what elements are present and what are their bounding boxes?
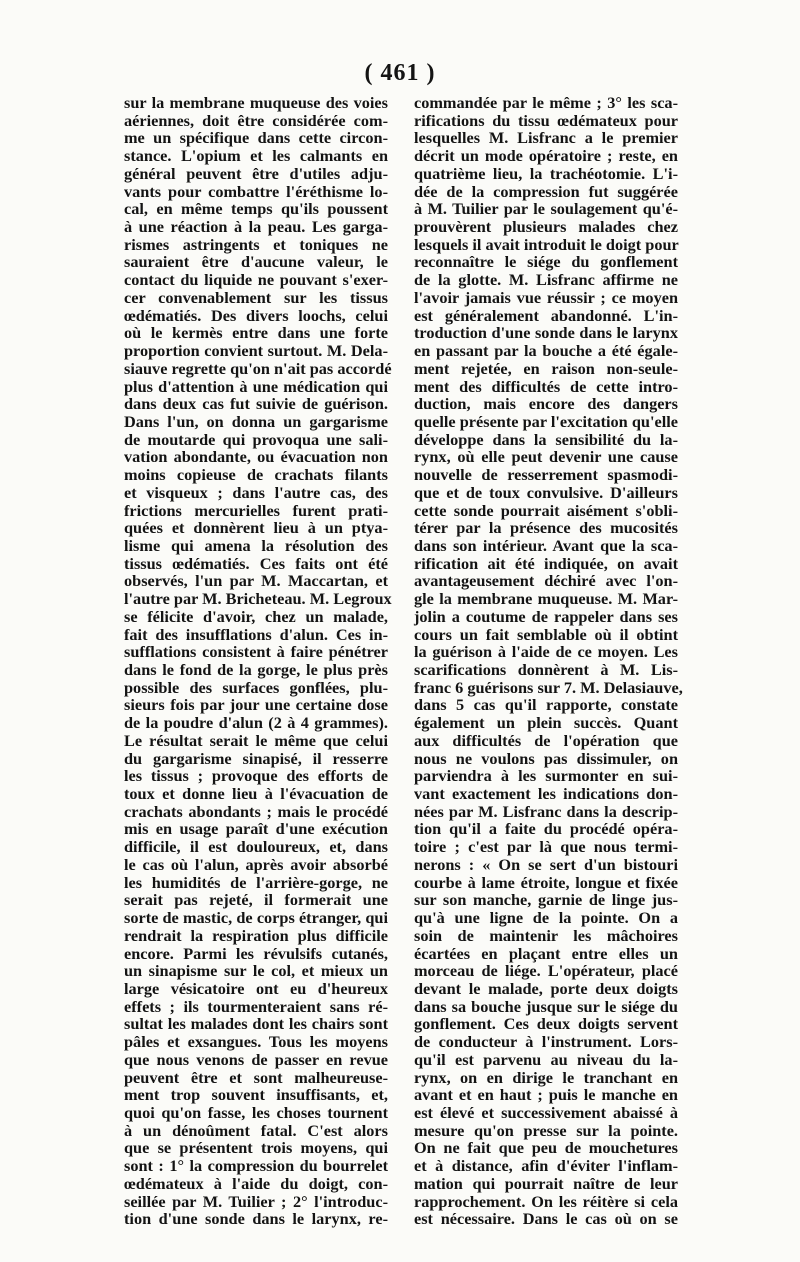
text-line: Dans l'un, on donna un gargarisme	[124, 411, 388, 431]
text-line: tissus œdématiés. Ces faits ont été	[124, 553, 388, 573]
text-line: toux et donne lieu à l'évacuation de	[124, 784, 388, 804]
text-line: nouvelle de resserrement spasmodi-	[414, 465, 678, 485]
text-line: ment rejetée, en raison non-seule-	[414, 358, 678, 378]
text-line: dans le fond de la gorge, le plus près	[124, 660, 388, 679]
text-line: général peuvent être d'utiles adju-	[124, 163, 388, 183]
text-line: gle la membrane muqueuse. M. Mar-	[414, 589, 678, 609]
text-line: contact du liquide ne pouvant s'exer-	[124, 270, 388, 290]
text-line: sorte de mastic, de corps étranger, qui	[124, 908, 388, 928]
text-line: jolin a coutume de rappeler dans ses	[414, 606, 678, 626]
text-line: rifications du tissu œdémateux pour	[414, 110, 678, 130]
text-line: de la poudre d'alun (2 à 4 grammes).	[124, 713, 388, 733]
text-line: cours un fait semblable où il obtint	[414, 624, 678, 644]
text-line: de moutarde qui provoqua une sali-	[124, 429, 388, 449]
text-line: reconnaître le siége du gonflement	[414, 252, 678, 272]
text-line: avant et en haut ; puis le manche en	[414, 1085, 678, 1105]
text-line: sauraient être d'aucune valeur, le	[124, 252, 388, 272]
text-line: possible des surfaces gonflées, plu-	[124, 677, 388, 697]
text-line: vants pour combattre l'éréthisme lo-	[124, 181, 388, 201]
text-line: prouvèrent plusieurs malades chez	[414, 217, 678, 237]
text-line: œdématiés. Des divers loochs, celui	[124, 305, 388, 325]
text-line: lisme qui amena la résolution des	[124, 535, 388, 555]
text-line: mation qui pourrait naître de leur	[414, 1173, 678, 1193]
text-line: quoi qu'on fasse, les choses tournent	[124, 1102, 388, 1122]
text-line: me un spécifique dans cette circon-	[124, 128, 388, 148]
text-line: à M. Tuilier par le soulagement qu'é-	[414, 199, 678, 219]
text-line: cal, en même temps qu'ils poussent	[124, 199, 388, 219]
text-line: ment trop souvent insuffisants, et,	[124, 1085, 388, 1105]
text-line: plus d'attention à une médication qui	[124, 376, 388, 396]
text-line: quatrième lieu, la trachéotomie. L'i-	[414, 163, 678, 183]
text-line: serait pas rejeté, il formerait une	[124, 890, 388, 910]
text-line: qu'à une ligne de la pointe. On a	[414, 908, 678, 928]
text-line: toire ; c'est par là que nous termi-	[414, 837, 678, 857]
text-line: difficile, il est douloureux, et, dans	[124, 837, 388, 857]
text-line: cer convenablement sur les tissus	[124, 287, 388, 307]
text-line: œdémateux à l'aide du doigt, con-	[124, 1173, 388, 1193]
text-line: On ne fait que peu de mouchetures	[414, 1138, 678, 1158]
text-line: dans sa bouche jusque sur le siége du	[414, 996, 678, 1016]
text-line: nerons : « On se sert d'un bistouri	[414, 854, 678, 874]
text-line: tion qu'il a faite du procédé opéra-	[414, 819, 678, 839]
text-line: sur la membrane muqueuse des voies	[124, 93, 388, 112]
text-line: et à distance, afin d'éviter l'inflam-	[414, 1156, 678, 1176]
text-line: siauve regrette qu'on n'ait pas accordé	[124, 358, 392, 378]
text-line: un sinapisme sur le col, et mieux un	[124, 961, 388, 981]
text-line: parviendra à les surmonter en sui-	[414, 766, 678, 786]
text-line: tion d'une sonde dans le larynx, re-	[124, 1209, 388, 1229]
text-line: sufflations consistent à faire pénétrer	[124, 642, 388, 662]
text-line: aux difficultés de l'opération que	[414, 730, 678, 750]
text-line: que se présentent trois moyens, qui	[124, 1138, 388, 1158]
text-line: Le résultat serait le même que celui	[124, 730, 388, 750]
text-line: proportion convient surtout. M. Dela-	[124, 341, 388, 361]
text-line: dans son intérieur. Avant que la sca-	[414, 535, 678, 555]
text-line: pâles et exsangues. Tous les moyens	[124, 1032, 388, 1052]
text-line: ment des difficultés de cette intro-	[414, 376, 678, 396]
text-line: sont : 1° la compression du bourrelet	[124, 1156, 388, 1176]
text-line: est élevé et successivement abaissé à	[414, 1102, 678, 1122]
text-line: est nécessaire. Dans le cas où on se	[414, 1209, 678, 1229]
text-line: rendrait la respiration plus difficile	[124, 925, 388, 945]
text-line: rismes astringents et toniques ne	[124, 234, 388, 254]
text-line: le cas où l'alun, après avoir absorbé	[124, 854, 388, 874]
text-line: rification ait été indiquée, on avait	[414, 553, 678, 573]
text-line: également un plein succès. Quant	[414, 713, 678, 733]
text-line: en passant par la bouche a été égale-	[414, 341, 678, 361]
text-line: troduction d'une sonde dans le larynx	[414, 323, 678, 343]
text-line: observés, l'un par M. Maccartan, et	[124, 571, 388, 591]
text-line: sieurs fois par jour une certaine dose	[124, 695, 388, 715]
text-line: nées par M. Lisfranc dans la descrip-	[414, 801, 678, 821]
text-line: mis en usage paraît d'une exécution	[124, 819, 388, 839]
text-line: gonflement. Ces deux doigts servent	[414, 1014, 678, 1034]
text-line: vation abondante, ou évacuation non	[124, 447, 388, 467]
text-line: crachats abondants ; mais le procédé	[124, 801, 388, 821]
text-line: franc 6 guérisons sur 7. M. Delasiauve,	[414, 677, 683, 697]
text-line: la guérison à l'aide de ce moyen. Les	[414, 642, 678, 662]
text-line: frictions mercurielles furent prati-	[124, 500, 388, 520]
text-line: de conducteur à l'instrument. Lors-	[414, 1032, 678, 1052]
text-line: effets ; ils tourmenteraient sans ré-	[124, 996, 388, 1016]
text-line: devant le malade, porte deux doigts	[414, 978, 678, 998]
text-line: et visqueux ; dans l'autre cas, des	[124, 482, 388, 502]
text-line: rynx, où elle peut devenir une cause	[414, 447, 678, 467]
text-line: à un dénoûment fatal. C'est alors	[124, 1120, 388, 1140]
text-line: vant exactement les indications don-	[414, 784, 678, 804]
text-line: où le kermès entre dans une forte	[124, 323, 388, 343]
text-line: cette sonde pourrait aisément s'obli-	[414, 500, 678, 520]
text-line: encore. Parmi les révulsifs cutanés,	[124, 943, 388, 963]
text-line: aériennes, doit être considérée com-	[124, 110, 388, 130]
text-line: décrit un mode opératoire ; reste, en	[414, 146, 678, 166]
text-line: morceau de liége. L'opérateur, placé	[414, 961, 678, 981]
text-line: les humidités de l'arrière-gorge, ne	[124, 872, 388, 892]
text-column-left	[124, 93, 392, 1229]
text-line: est généralement abandonné. L'in-	[414, 305, 678, 325]
text-line: se félicite d'avoir, chez un malade,	[124, 606, 388, 626]
text-line: lesquelles M. Lisfranc a le premier	[414, 128, 678, 148]
text-line: soin de maintenir les mâchoires	[414, 925, 678, 945]
text-line: lesquels il avait introduit le doigt pour	[414, 234, 679, 254]
text-line: fait des insufflations d'alun. Ces in-	[124, 624, 388, 644]
text-line: qu'il est parvenu au niveau du la-	[414, 1049, 678, 1069]
text-line: quées et donnèrent lieu à un ptya-	[124, 518, 388, 538]
text-line: sur son manche, garnie de linge jus-	[414, 890, 678, 910]
text-line: rynx, on en dirige le tranchant en	[414, 1067, 678, 1087]
text-line: développe dans la sensibilité du la-	[414, 429, 678, 449]
text-line: que nous venons de passer en revue	[124, 1049, 388, 1069]
text-line: à une réaction à la peau. Les garga-	[124, 217, 388, 237]
text-line: que et de toux convulsive. D'ailleurs	[414, 482, 678, 502]
text-line: scarifications donnèrent à M. Lis-	[414, 660, 678, 679]
text-line: les tissus ; provoque des efforts de	[124, 766, 388, 786]
text-line: l'autre par M. Bricheteau. M. Legroux	[124, 589, 392, 609]
text-line: dée de la compression fut suggérée	[414, 181, 678, 201]
text-line: sultat les malades dont les chairs sont	[124, 1014, 388, 1034]
text-line: courbe à lame étroite, longue et fixée	[414, 872, 678, 892]
text-line: l'avoir jamais vue réussir ; ce moyen	[414, 287, 678, 307]
text-line: moins copieuse de crachats filants	[124, 465, 388, 485]
text-line: mesure qu'on presse sur la pointe.	[414, 1120, 678, 1140]
text-line: quelle présente par l'excitation qu'elle	[414, 411, 678, 431]
text-line: du gargarisme sinapisé, il resserre	[124, 748, 388, 768]
text-line: peuvent être et sont malheureuse-	[124, 1067, 388, 1087]
page-number: ( 461 )	[364, 60, 436, 86]
text-line: avantageusement déchiré avec l'on-	[414, 571, 678, 591]
text-line: rapprochement. On les réitère si cela	[414, 1191, 678, 1211]
text-line: commandée par le même ; 3° les sca-	[414, 93, 678, 112]
text-line: seillée par M. Tuilier ; 2° l'introduc-	[124, 1191, 388, 1211]
text-line: dans 5 cas qu'il rapporte, constate	[414, 695, 678, 715]
text-line: duction, mais encore des dangers	[414, 394, 678, 414]
text-line: de la glotte. M. Lisfranc affirme ne	[414, 270, 678, 290]
text-line: large vésicatoire ont eu d'heureux	[124, 978, 388, 998]
text-column-right	[414, 93, 683, 1229]
text-line: térer par la présence des mucosités	[414, 518, 678, 538]
text-line: stance. L'opium et les calmants en	[124, 146, 388, 166]
text-line: dans deux cas fut suivie de guérison.	[124, 394, 388, 414]
text-line: nous ne voulons pas dissimuler, on	[414, 748, 678, 768]
text-line: écartées en plaçant entre elles un	[414, 943, 678, 963]
